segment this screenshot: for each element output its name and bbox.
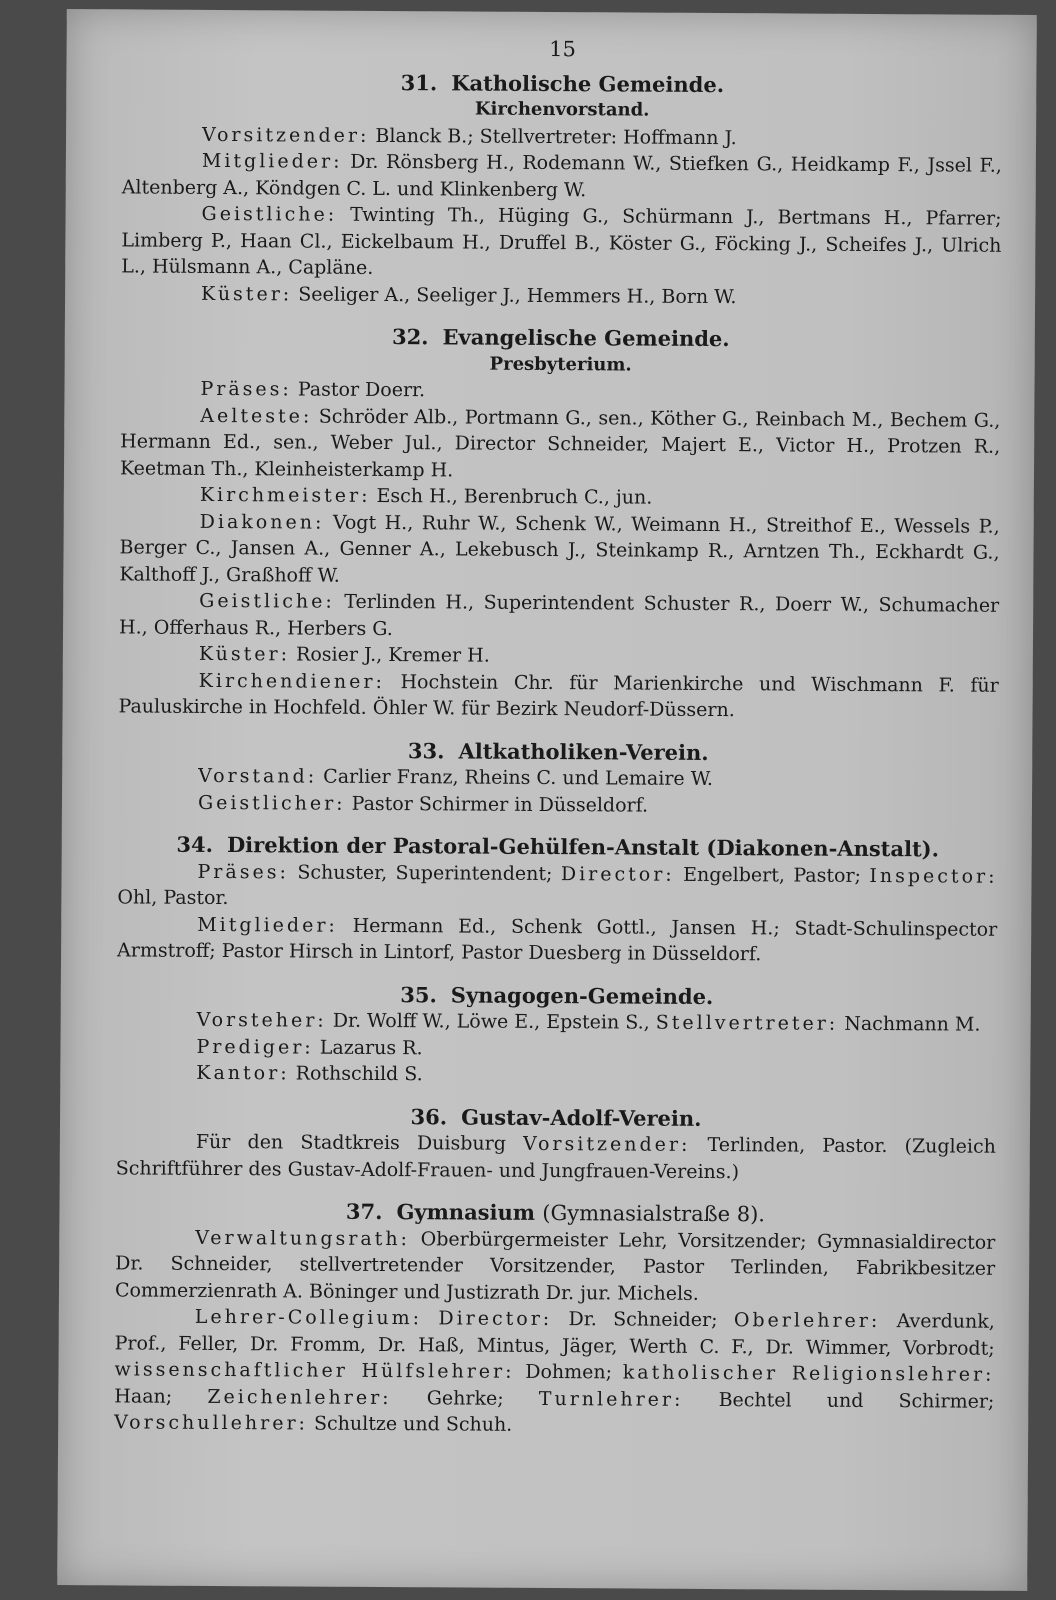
entry-text: Engelbert, Pastor; <box>683 863 862 887</box>
document-page <box>57 9 1037 1591</box>
entry-text: Bechtel und Schirmer; <box>718 1388 995 1413</box>
entry <box>114 1303 995 1441</box>
entry <box>117 858 997 916</box>
entry <box>120 402 1000 487</box>
entry-text: Dr. Wolff W., Löwe E., Epstein S., <box>332 1009 650 1034</box>
entry-text: Rothschild S. <box>295 1062 423 1086</box>
entry-text: Dr. Rönsberg H., Rodemann W., Stiefken G., Heidkamp F., Jssel F., Altenberg A., Köndgen C. L. und Klinkenberg W. <box>121 150 1002 201</box>
section-title: Gustav-Adolf-Verein. <box>461 1103 702 1131</box>
entry <box>118 789 998 821</box>
entry-text: Schuster, Superintendent; <box>297 860 553 885</box>
section-title: Katholische Gemeinde. <box>451 69 725 97</box>
section-number: 33. <box>407 737 445 763</box>
entry-label: Verwaltungsrath: <box>195 1226 411 1250</box>
entry-label: Küster: <box>198 642 291 666</box>
entry-text: Oberbürgermeister Lehr, Vorsitzender; Gymnasialdirector Dr. Schneider, stellvertretender Vorsitzender, Pastor Terlinden, Fabrikbesitzer Commerzienrath A. Böninger und Justizrath Dr. jur. Michels. <box>114 1227 996 1305</box>
entry-label: Oberlehrer: <box>733 1309 881 1333</box>
entry-text: Nachmann M. <box>844 1012 981 1036</box>
entry-label: Diakonen: <box>199 510 325 534</box>
section-title: Altkatholiken-Verein. <box>458 737 709 765</box>
entry-label: Vorsteher: <box>196 1008 327 1032</box>
section-title: Synagogen-Gemeinde. <box>450 981 714 1009</box>
entry-text: Für den Stadtkreis Duisburg <box>195 1130 506 1155</box>
entry-label: Geistliche: <box>199 589 335 613</box>
entry <box>119 587 999 645</box>
section-number: 32. <box>391 324 429 350</box>
entry-label: Director: <box>560 862 675 886</box>
entry-text: Terlinden H., Superintendent Schuster R., Doerr W., Schumacher H., Offerhaus R., Herbers G. <box>118 590 1000 640</box>
section-number: 36. <box>410 1103 448 1129</box>
entry-text: Ohl, Pastor. <box>117 886 229 910</box>
section-32-subtitle: Presbyterium. <box>489 353 632 376</box>
entry-label: Zeichenlehrer: <box>207 1385 392 1409</box>
entry-text: Pastor Doerr. <box>297 378 426 402</box>
entry-label: Präses: <box>200 377 292 401</box>
entry-text: Gehrke; <box>426 1386 504 1410</box>
entry-text: Terlinden, Pastor. (Zugleich Schriftführer des Gustav-Adolf-Frauen- und Jungfrauen-Vereins.) <box>115 1133 996 1183</box>
entry-label: Director: <box>438 1307 553 1331</box>
entry-label: Kantor: <box>196 1061 290 1085</box>
entry-label: Kirchmeister: <box>199 483 371 507</box>
entry-text: Blanck B.; Stellvertreter: Hoffmann J. <box>375 124 737 149</box>
entry-text: Carlier Franz, Rheins C. und Lemaire W. <box>323 765 714 791</box>
entry-label: Geistlicher: <box>197 791 346 815</box>
entry-label: Mitglieder: <box>201 149 343 173</box>
section-31-subtitle: Kirchenvorstand. <box>474 98 650 121</box>
entry-label: Küster: <box>201 282 293 305</box>
entry-label: Vorschullehrer: <box>114 1411 309 1435</box>
entry-text: Haan; <box>114 1384 173 1408</box>
section-title: Gymnasium <box>396 1199 536 1225</box>
entry-text: Twinting Th., Hüging G., Schürmann J., Bertmans H., Pfarrer; Limberg P., Haan Cl., Eickelbaum H., Druffel B., Köster G., Föcking J., Scheifes J., Ulrich L., Hülsmann A., Capläne. <box>121 203 1002 279</box>
entry-label: Vorsitzender: <box>201 123 370 147</box>
entry-label: Mitglieder: <box>197 913 338 937</box>
entry <box>115 1224 995 1309</box>
entry-text: Esch H., Berenbruch C., jun. <box>376 484 653 509</box>
page-number: 15 <box>549 36 577 62</box>
entry-label: Turnlehrer: <box>538 1387 684 1411</box>
entry-label: Stellvertreter: <box>655 1011 839 1035</box>
section-title: Direktion der Pastoral-Gehülfen-Anstalt (Diakonen-Anstalt). <box>226 832 940 862</box>
entry-label: Präses: <box>197 860 289 883</box>
entry <box>116 1059 996 1091</box>
entry-text: Seeliger A., Seeliger J., Hemmers H., Born W. <box>298 282 737 308</box>
section-number: 35. <box>400 981 437 1007</box>
entry <box>119 508 999 593</box>
entry-label: Kirchendiener: <box>198 669 385 693</box>
section-number: 37. <box>345 1198 383 1225</box>
entry-text: Dr. Schneider; <box>568 1308 718 1332</box>
entry <box>121 200 1001 285</box>
entry-label: Vorstand: <box>198 764 318 788</box>
entry-text: Hochstein Chr. für Marienkirche und Wischmann F. für Pauluskirche in Hochfeld. Öhler W. für Bezirk Neudorf-Düssern. <box>118 670 999 722</box>
section-number: 34. <box>176 831 214 857</box>
page-content <box>114 33 1003 1441</box>
entry <box>117 911 997 969</box>
entry-text: Lazarus R. <box>319 1036 423 1059</box>
entry-text: Dohmen; <box>525 1360 613 1384</box>
entry-label: Geistliche: <box>201 202 338 226</box>
entry-text: Hermann Ed., Schenk Gottl., Jansen H.; Stadt-Schulinspector Armstroff; Pastor Hirsch in Lintorf, Pastor Duesberg in Düsseldorf. <box>117 914 998 966</box>
entry-label: Prediger: <box>196 1035 314 1059</box>
entry <box>122 147 1002 205</box>
entry-label: Inspector: <box>869 864 998 888</box>
entry-label: katholischer Religionslehrer: <box>622 1361 995 1386</box>
entry-text: Vogt H., Ruhr W., Schenk W., Weimann H., Streithof E., Wessels P., Berger C., Jansen A., Genner A., Lekebusch J., Steinkamp R., Arntzen Th., Eckhardt G., Kalthoff J., Graßhoff W. <box>119 511 1000 587</box>
entry-text: Schröder Alb., Portmann G., sen., Köther G., Reinbach M., Bechem G., Hermann Ed., sen., Weber Jul., Director Schneider, Majert E., Victor H., Protzen R., Keetman Th., Kleinheisterkamp H. <box>119 405 1001 481</box>
section-title-extra: (Gymnasialstraße 8). <box>542 1200 766 1227</box>
entry <box>116 1128 996 1186</box>
entry <box>118 667 998 725</box>
entry-label: Vorsitzender: <box>522 1132 691 1156</box>
entry-text: Schultze und Schuh. <box>313 1412 513 1436</box>
entry-text: Rosier J., Kremer H. <box>296 643 490 667</box>
entry <box>121 280 1001 312</box>
entry-label: Lehrer-Collegium: <box>194 1305 423 1330</box>
entry-text: Pastor Schirmer in Düsseldorf. <box>351 792 649 817</box>
entry-label: wissenschaftlicher Hülfslehrer: <box>114 1358 515 1383</box>
section-number: 31. <box>400 69 438 95</box>
entry-text: Averdunk, Prof., Feller, Dr. Fromm, Dr. Haß, Mintus, Jäger, Werth C. F., Dr. Wimmer, Vorbrodt; <box>114 1310 995 1360</box>
entry-label: Aelteste: <box>200 404 313 428</box>
section-title: Evangelische Gemeinde. <box>442 324 730 352</box>
